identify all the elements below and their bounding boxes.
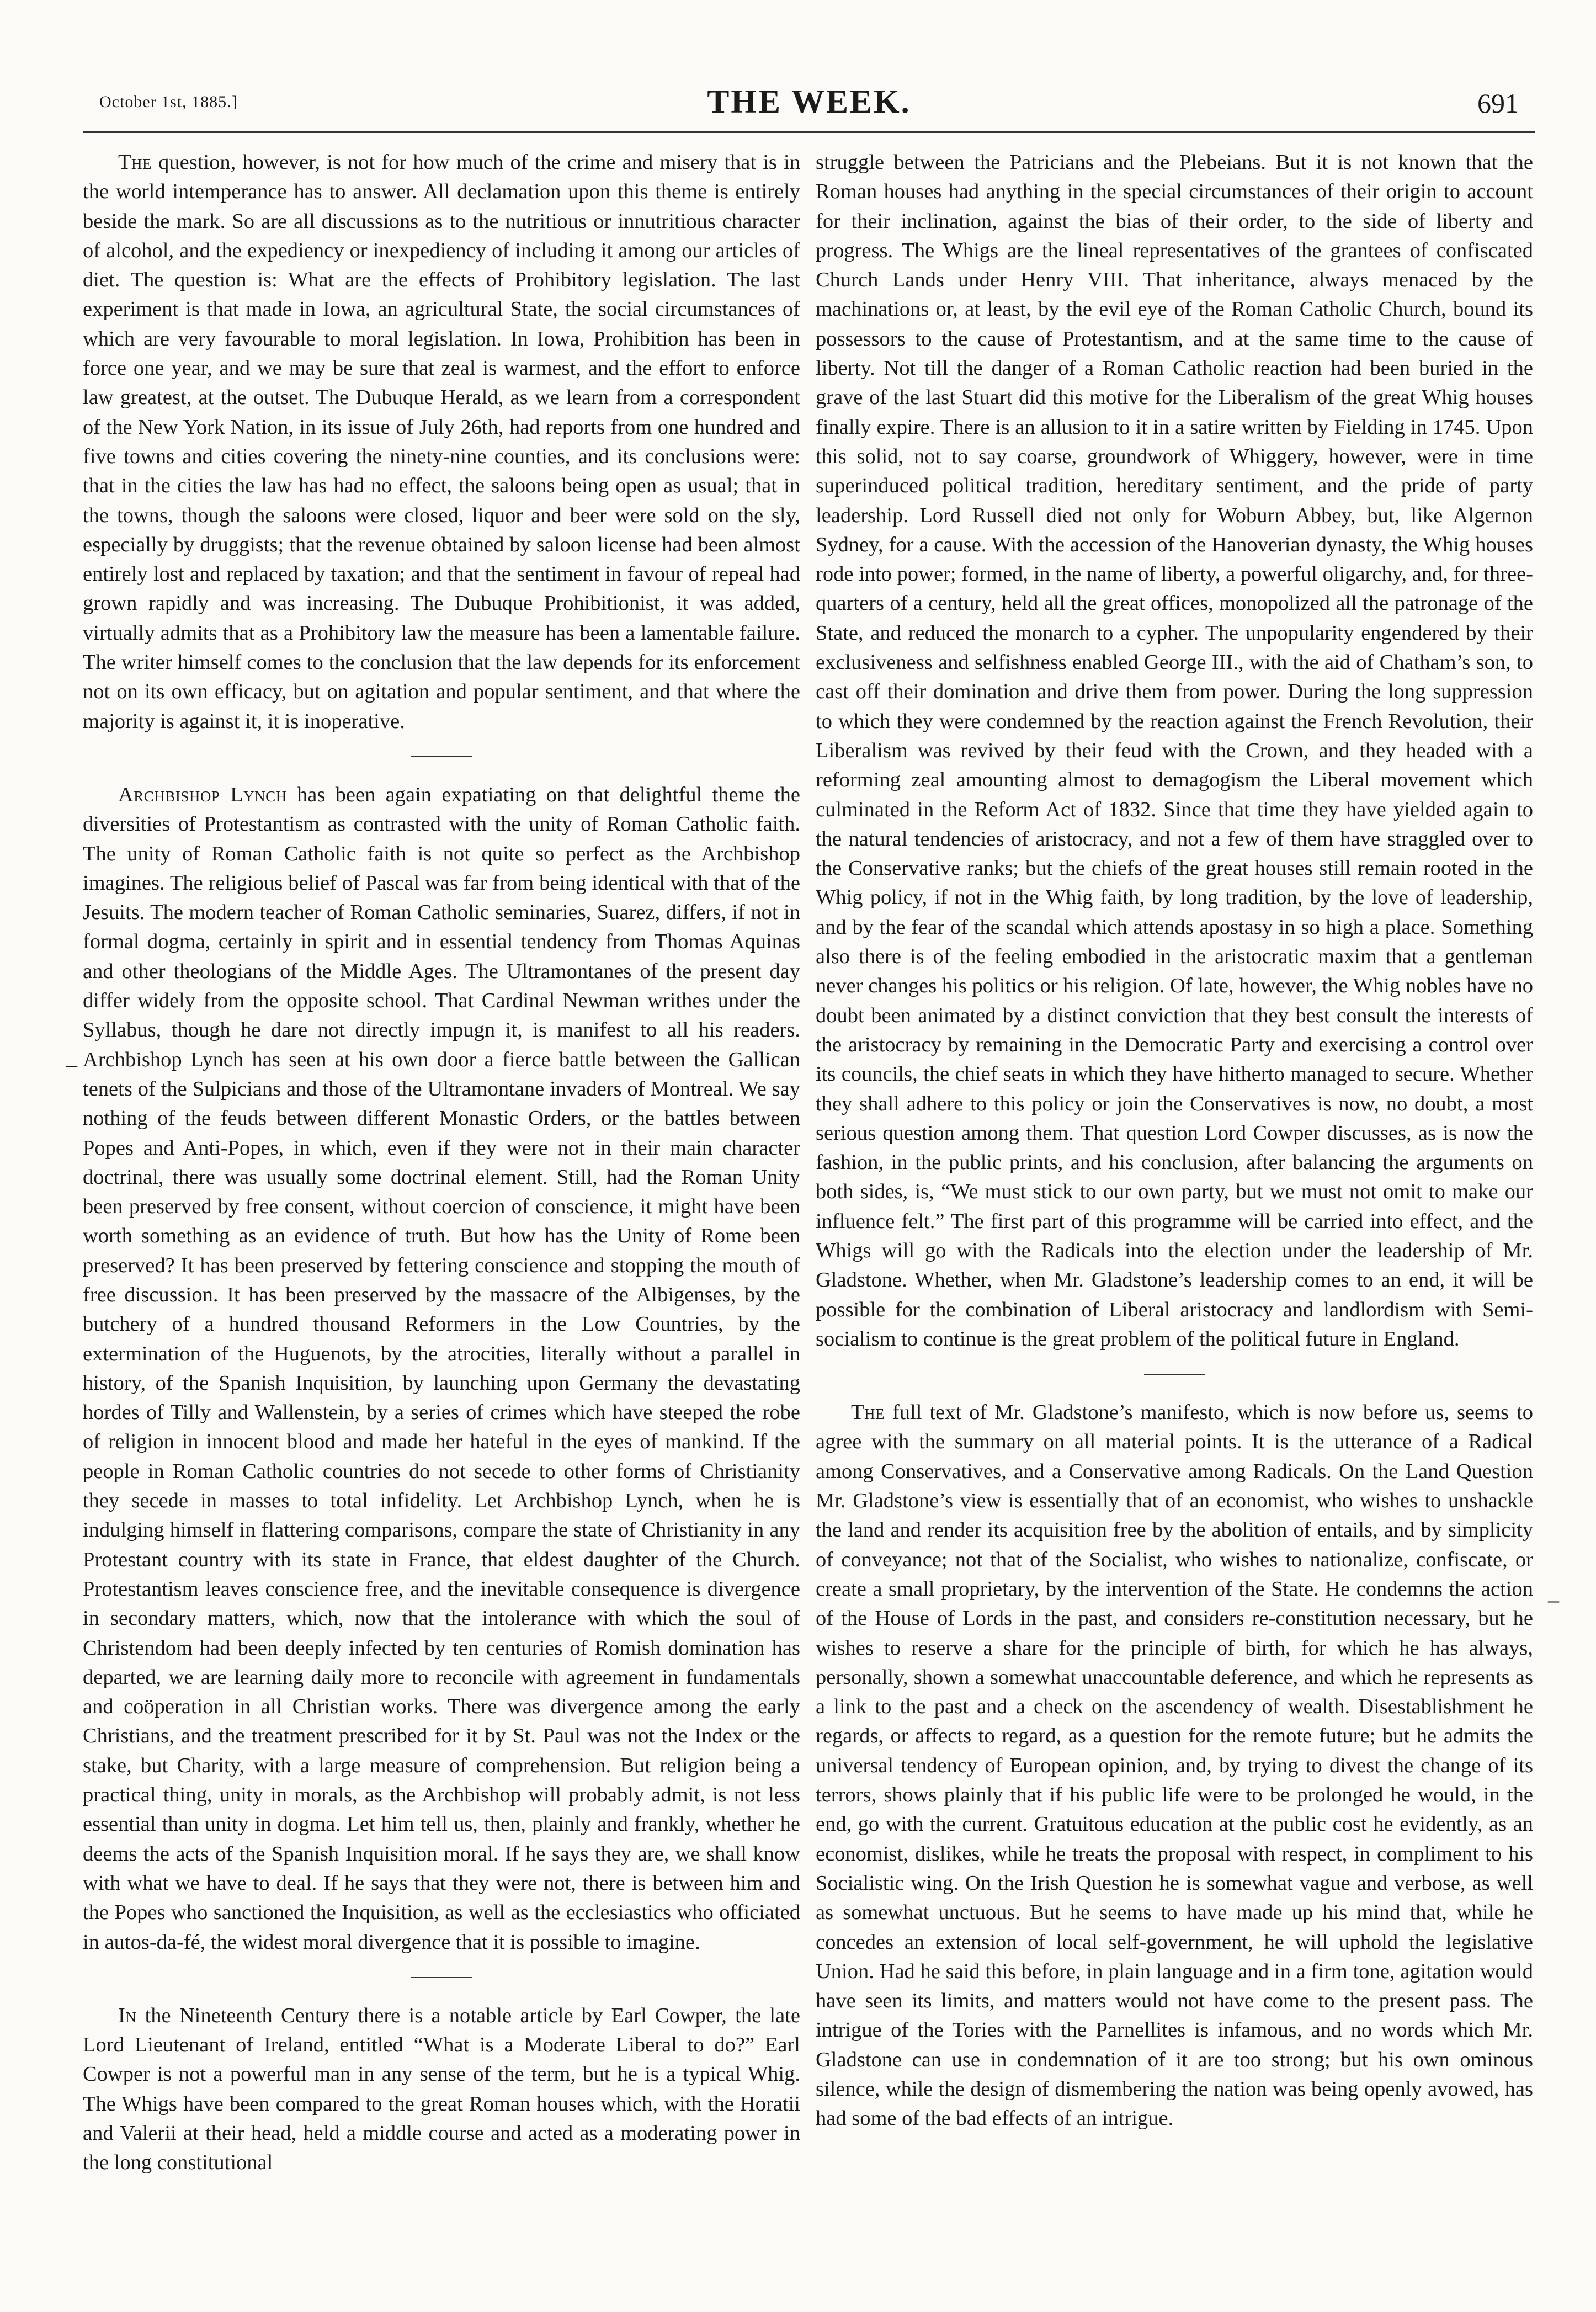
issue-date: October 1st, 1885.] bbox=[99, 93, 238, 111]
paragraph-text: has been again expatiating on that delightful theme the diversities of Protestantism as contrasted with the unity of Roman Catholic faith. The unity of Roman Catholic faith is not quite so perfect as the Archbishop imagines. The religious belief of Pascal was far from being identical with that of the Jesuits. The modern teacher of Roman Catholic seminaries, Suarez, differs, if not in formal dogma, certainly in spirit and in essential tendency from Thomas Aquinas and other theologians of the Middle Ages. The Ultramontanes of the present day differ widely from the opposite school. That Cardinal Newman writhes under the Syllabus, though he dare not directly impugn it, is manifest to all his readers. Archbishop Lynch has seen at his own door a fierce battle between the Gallican tenets of the Sulpicians and those of the Ultramontane invaders of Montreal. We say nothing of the feuds between different Monastic Orders, or the battles between Popes and Anti-Popes, in which, even if they were not in their main character doctrinal, there was usually some doctrinal element. Still, had the Roman Unity been preserved by free consent, without coercion of conscience, it might have been worth something as an evidence of truth. But how has the Unity of Rome been preserved? It has been preserved by fettering conscience and stopping the mouth of free discussion. It has been preserved by the massacre of the Albigenses, by the butchery of a hundred thousand Reformers in the Low Countries, by the extermination of the Huguenots, by the atrocities, literally without a parallel in history, of the Spanish Inquisition, by launching upon Germany the devastating hordes of Tilly and Wallenstein, by a series of crimes which have steeped the robe of religion in innocent blood and made her hateful in the eyes of mankind. If the people in Roman Catholic countries do not secede to other forms of Christianity they secede in masses to total infidelity. Let Archbishop Lynch, when he is indulging himself in flattering comparisons, compare the state of Christianity in any Protestant country with its state in France, that eldest daughter of the Church. Protestantism leaves conscience free, and the inevitable consequence is divergence in secondary matters, which, now that the intolerance with which the soul of Christendom had been deeply infected by ten centuries of Romish domination has departed, we are learning daily more to reconcile with agreement in fundamentals and coöperation in all Christian works. There was divergence among the early Christians, and the treatment prescribed for it by St. Paul was not the Index or the stake, but Charity, with a large measure of comprehension. But religion being a practical thing, unity in morals, as the Archbishop will probably admit, is not less essential than unity in dogma. Let him tell us, then, plainly and frankly, whether he deems the acts of the Spanish Inquisition moral. If he says they are, we shall know with what we have to deal. If he says that they were not, there is between him and the Popes who sanctioned the Inquisition, as well as the ecclesiastics who officiated in autos-da-fé, the widest moral divergence that it is possible to imagine. bbox=[83, 783, 801, 1954]
margin-mark: – bbox=[1548, 1587, 1559, 1612]
paragraph-text: question, however, is not for how much of the crime and misery that is in the world intemperance has to answer. All declamation upon this theme is entirely beside the mark. So are all discussions as to the nutritious or innutritious character of alcohol, and the expediency or inexpediency of including it among our articles of diet. The question is: What are the effects of Prohibitory legislation. The last experiment is that made in Iowa, an agricultural State, the social circumstances of which are very favourable to moral legislation. In Iowa, Prohibition has been in force one year, and we may be sure that zeal is warmest, and the effort to enforce law greatest, at the outset. The Dubuque Herald, as we learn from a correspondent of the New York Nation, in its issue of July 26th, had reports from one hundred and five towns and cities covering the ninety-nine counties, and its conclusions were: that in the cities the law has had no effect, the saloons being open as usual; that in the towns, though the saloons were closed, liquor and beer were sold on the sly, especially by druggists; that the revenue obtained by saloon license had been almost entirely lost and replaced by taxation; and that the sentiment in favour of repeal had grown rapidly and was increasing. The Dubuque Prohibitionist, it was added, virtually admits that as a Prohibitory law the measure has been a lamentable failure. The writer himself comes to the conclusion that the law depends for its enforcement not on its own efficacy, but on agitation and popular sentiment, and that where the majority is against it, it is inoperative. bbox=[83, 151, 800, 733]
header-rule bbox=[83, 131, 1535, 133]
article-earl-cowper bbox=[83, 2001, 800, 2178]
section-divider bbox=[411, 756, 472, 757]
paragraph-text: full text of Mr. Gladstone’s manifesto, which is now before us, seems to agree with the summary on all material points. It is the utterance of a Radical among Conservatives, and a Conservative among Radicals. On the Land Question Mr. Gladstone’s view is essentially that of an economist, who wishes to unshackle the land and render its acquisition free by the abolition of entails, and by simplicity of conveyance; not that of the Socialist, who wishes to nationalize, confiscate, or create a small proprietary, by the intervention of the State. He condemns the action of the House of Lords in the past, and considers re-constitution necessary, but he wishes to reserve a share for the principle of birth, for which he has always, personally, shown a somewhat unaccountable deference, and which he represents as a link to the past and a check on the ascendency of wealth. Disestablishment he regards, or affects to regard, as a question for the remote future; but he admits the universal tendency of European opinion, and, by trying to divest the change of its terrors, shows plainly that if his public life were to be prolonged he would, in the end, go with the current. Gratuitous education at the public cost he evidently, as an economist, dislikes, while he treats the proposal with respect, in compliment to his Socialistic wing. On the Irish Question he is somewhat vague and verbose, as well as somewhat unctuous. But he seems to have made up his mind that, while he concedes an extension of local self-government, he will uphold the legislative Union. Had he said this before, in plain language and in a firm tone, agitation would have seen its limits, and matters would not have come to the present pass. The intrigue of the Tories with the Parnellites is infamous, and no words which Mr. Gladstone can use in condemnation of it are too strong; but his own ominous silence, while the design of dismembering the nation was being openly avowed, has had some of the bad effects of an intrigue. bbox=[816, 1401, 1533, 2130]
right-column bbox=[816, 148, 1533, 2134]
left-column bbox=[83, 148, 800, 2178]
lead-word: In bbox=[118, 2003, 137, 2027]
lead-word: The bbox=[118, 151, 152, 174]
lead-word: The bbox=[851, 1401, 885, 1425]
page-header bbox=[83, 83, 1535, 127]
page-number: 691 bbox=[1477, 88, 1519, 119]
article-prohibition bbox=[83, 148, 800, 736]
margin-mark: – bbox=[66, 1052, 77, 1077]
section-divider bbox=[1144, 1374, 1205, 1375]
article-whigs-continued bbox=[816, 148, 1533, 1354]
article-archbishop-lynch bbox=[83, 780, 800, 1957]
article-gladstone-manifesto bbox=[816, 1398, 1533, 2133]
paragraph-text: the Nineteenth Century there is a notable article by Earl Cowper, the late Lord Lieutenant of Ireland, entitled “What is a Moderate Liberal to do?” Earl Cowper is not a powerful man in any sense of the term, but he is a typical Whig. The Whigs have been compared to the great Roman houses which, with the Horatii and Valerii at their head, held a middle course and acted as a moderating power in the long constitutional bbox=[83, 2003, 800, 2175]
masthead-title: THE WEEK. bbox=[707, 83, 911, 120]
section-divider bbox=[411, 1977, 472, 1978]
paragraph-text: struggle between the Patricians and the Plebeians. But it is not known that the Roman houses had anything in the special circumstances of their origin to account for their inclination, against the bias of their order, to the side of liberty and progress. The Whigs are the lineal representatives of the grantees of confiscated Church Lands under Henry VIII. That inheritance, always menaced by the machinations or, at least, by the evil eye of the Roman Catholic Church, bound its possessors to the cause of Protestantism, and at the same time to the cause of liberty. Not till the danger of a Roman Catholic reaction had been buried in the grave of the last Stuart did this motive for the Liberalism of the great Whig houses finally expire. There is an allusion to it in a satire written by Fielding in 1745. Upon this solid, not to say coarse, groundwork of Whiggery, however, were in time superinduced political tradition, hereditary sentiment, and the pride of party leadership. Lord Russell died not only for Woburn Abbey, but, like Algernon Sydney, for a cause. With the accession of the Hanoverian dynasty, the Whig houses rode into power; formed, in the name of liberty, a powerful oligarchy, and, for three-quarters of a century, held all the great offices, monopolized all the patronage of the State, and reduced the monarch to a cypher. The unpopularity engendered by their exclusiveness and selfishness enabled George III., with the aid of Chatham’s son, to cast off their domination and drive them from power. During the long suppression to which they were condemned by the reaction against the French Revolution, their Liberalism was revived by their feud with the Crown, and they headed with a reforming zeal amounting almost to demagogism the Liberal movement which culminated in the Reform Act of 1832. Since that time they have yielded again to the natural tendencies of aristocracy, and not a few of them have straggled over to the Conservative ranks; but the chiefs of the great houses still remain rooted in the Whig policy, if not in the Whig faith, by long tradition, by the love of leadership, and by the fear of the scandal which attends apostasy in so high a place. Something also there is of the feeling embodied in the aristocratic maxim that a gentleman never changes his politics or his religion. Of late, however, the Whig nobles have no doubt been animated by a distinct conviction that they best consult the interests of the aristocracy by remaining in the Democratic Party and exercising a control over its councils, the chief seats in which they have hitherto managed to secure. Whether they shall adhere to this policy or join the Conservatives is now, no doubt, a most serious question among them. That question Lord Cowper discusses, as is now the fashion, in the public prints, and his conclusion, after balancing the arguments on both sides, is, “We must stick to our own party, but we must not omit to make our influence felt.” The first part of this programme will be carried into effect, and the Whigs will go with the Radicals into the election under the leadership of Mr. Gladstone. Whether, when Mr. Gladstone’s leadership comes to an end, it will be possible for the combination of Liberal aristocracy and landlordism with Semi-socialism to continue is the great problem of the political future in England. bbox=[816, 151, 1533, 1351]
lead-word: Archbishop Lynch bbox=[118, 783, 287, 806]
